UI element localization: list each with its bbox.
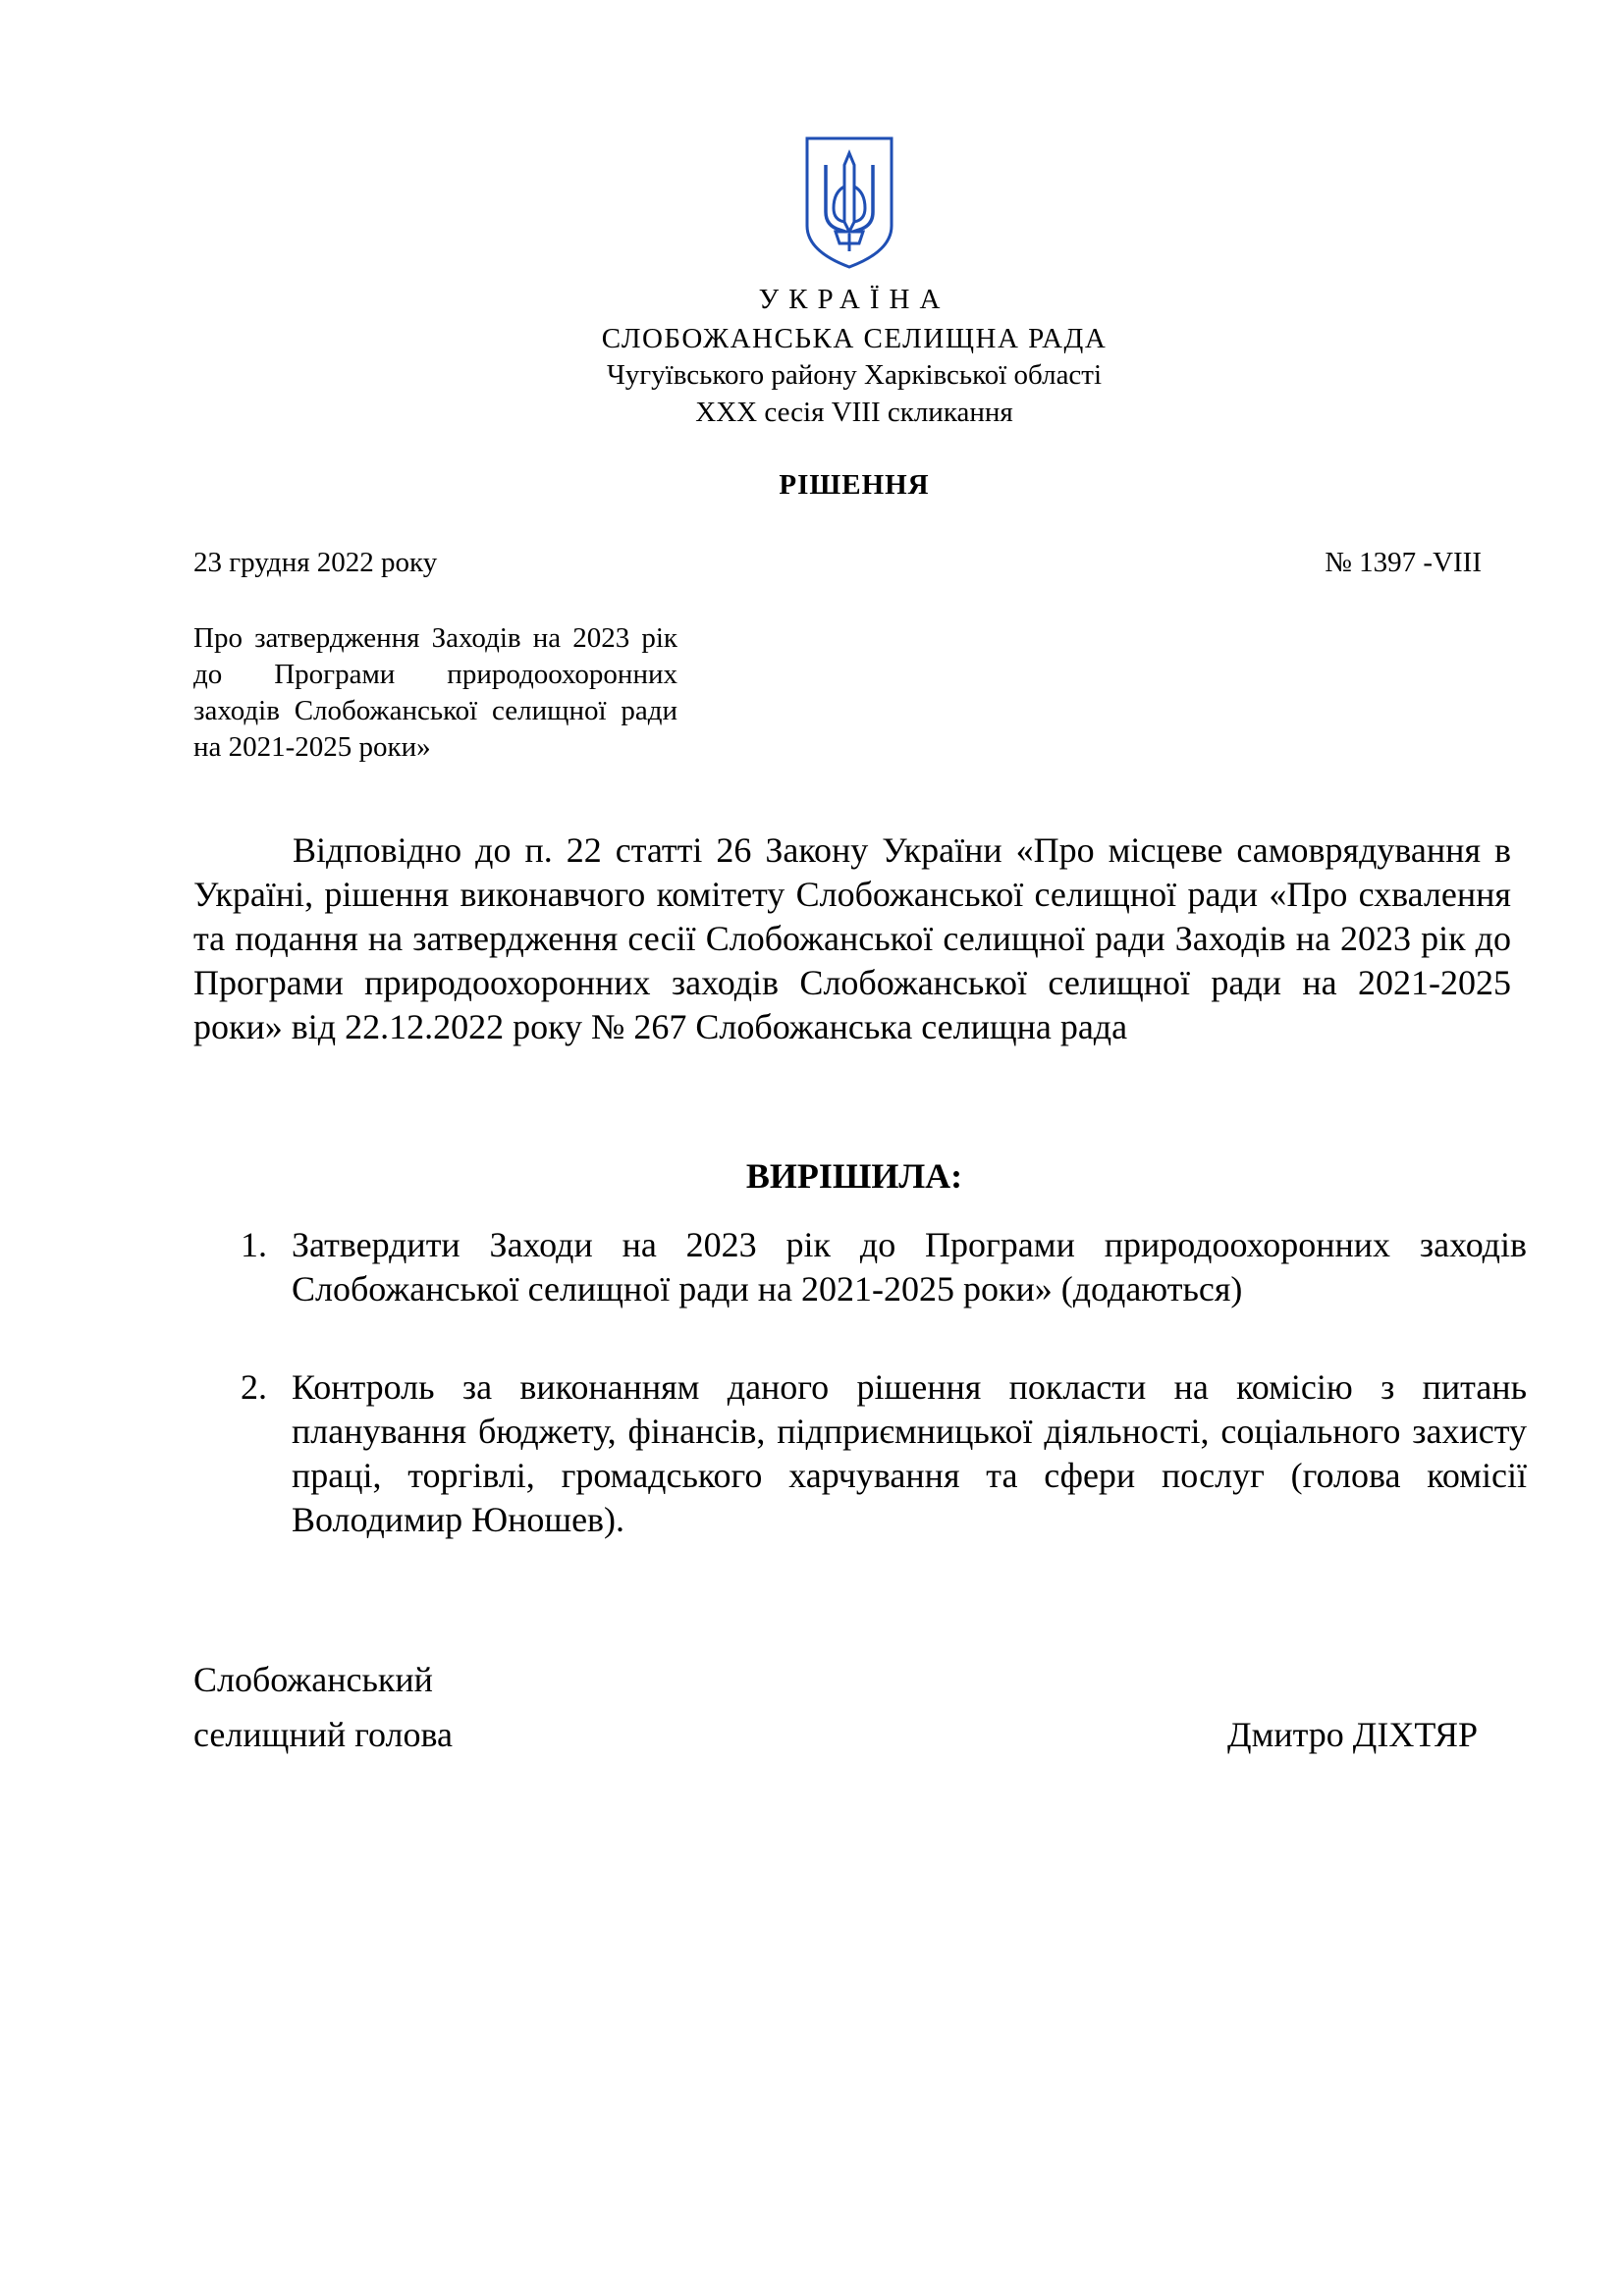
decision-item-number: 2. [241, 1367, 267, 1407]
preamble-paragraph: Відповідно до п. 22 статті 26 Закону України «Про місцеве самоврядування в Україні, рішення виконавчого комітету Слобожанської селищної ради «Про схвалення та подання на затвердження сесії Слобожанської селищної ради Заходів на 2023 рік до Програми природоохоронних заходів Слобожанської селищної ради на 2021-2025 роки» від 22.12.2022 року № 267 Слобожанська селищна рада [193, 830, 1511, 1046]
document-title: РІШЕННЯ [779, 469, 930, 501]
district-name: Чугуївського району Харківської області [606, 359, 1103, 391]
decision-item-number: 1. [241, 1225, 267, 1264]
country-name: УКРАЇНА [758, 284, 950, 315]
session-info: XXX сесія VIII скликання [695, 397, 1013, 428]
decision-item-text: Контроль за виконанням даного рішення покласти на комісію з питань планування бюджету, фінансів, підприємницької діяльності, соціального захисту праці, торгівлі, громадського харчування та сфери послуг (голова комісії Володимир Юношев). [292, 1367, 1527, 1539]
document-subject: Про затвердження Заходів на 2023 рік до Програми природоохоронних заходів Слобожанської селищної ради на 2021-2025 роки» [193, 622, 677, 763]
tryzub-coat-of-arms-icon [804, 135, 894, 270]
signer-name: Дмитро ДІХТЯР [1227, 1715, 1478, 1754]
resolved-heading: ВИРІШИЛА: [745, 1156, 963, 1196]
signer-position-line2: селищний голова [193, 1715, 454, 1754]
decision-item-text: Затвердити Заходи на 2023 рік до Програми природоохоронних заходів Слобожанської селищної ради на 2021-2025 роки» (додаються) [292, 1225, 1527, 1308]
decision-list [241, 1223, 1527, 1542]
decision-item-1 [241, 1223, 1527, 1311]
decision-item-2 [241, 1365, 1527, 1542]
document-date: 23 грудня 2022 року [193, 547, 438, 578]
document-number: № 1397 -VIII [1325, 547, 1482, 578]
council-name: СЛОБОЖАНСЬКА СЕЛИЩНА РАДА [601, 323, 1108, 354]
signer-position [193, 1652, 453, 1762]
signer-position-line1: Слобожанський [193, 1660, 433, 1699]
